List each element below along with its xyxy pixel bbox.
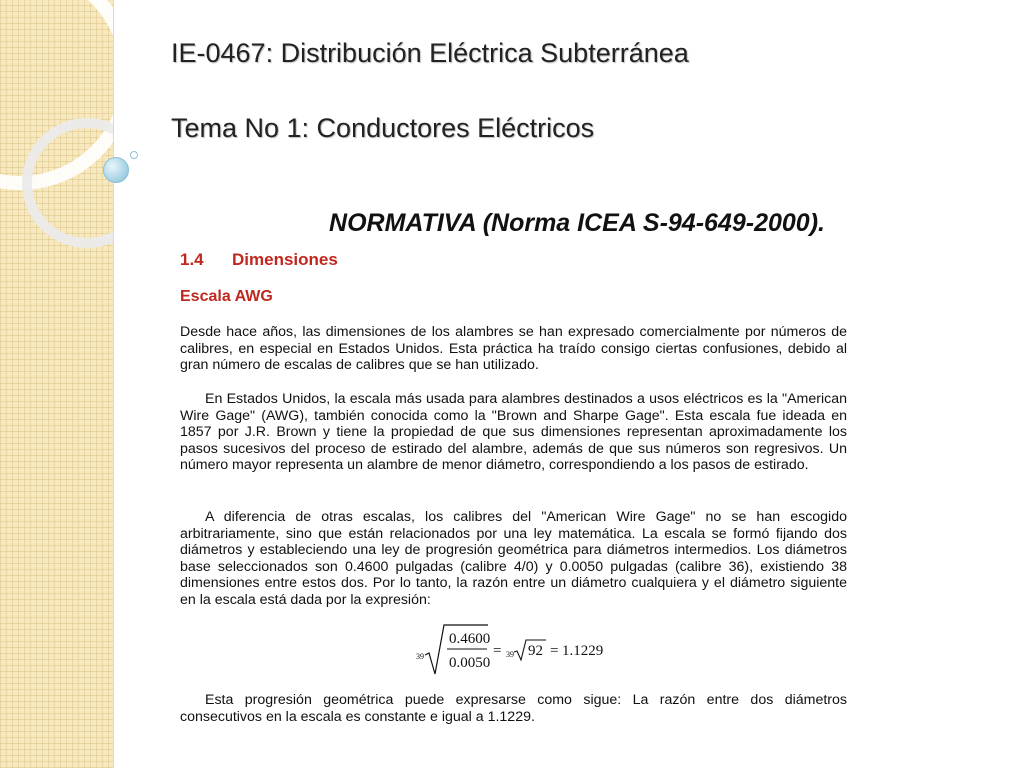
formula-denominator: 0.0050 (449, 655, 491, 671)
formula-radicand: 92 (528, 643, 543, 659)
formula-root-index-2: 39 (506, 650, 514, 659)
decorative-small-bubble (130, 151, 138, 159)
paragraph-awg-law: A diferencia de otras escalas, los calibres del "American Wire Gage" no se han escogido arbitrariamente, sino que están relacionados por una ley matemática. La escala se formó fijando dos diámetros y estableciendo una ley de progresión geométrica para diámetros intermedios. Los diámetros base seleccionados son 0.4600 pulgadas (calibre 4/0) y 0.0050 pulgadas (calibre 36), existiendo 38 dimensiones entre estos dos. Por lo tanto, la razón entre un diámetro cualquiera y el diámetro siguiente en la escala está dada por la expresión: (180, 509, 847, 608)
strip-divider (113, 0, 114, 768)
paragraph-intro: Desde hace años, las dimensiones de los alambres se han expresado comercialmente por números de calibres, en especial en Estados Unidos. Esta práctica ha traído consigo ciertas confusiones, debido al gran número de escalas de calibres que se han utilizado. (180, 324, 847, 374)
subsection-title: Escala AWG (180, 288, 273, 305)
decorative-bubble (103, 157, 129, 183)
formula-numerator: 0.4600 (449, 631, 491, 647)
slide-title-course: IE-0467: Distribución Eléctrica Subterránea (171, 38, 689, 68)
paragraph-ratio-conclusion: Esta progresión geométrica puede expresarse como sigue: La razón entre dos diámetros consecutivos en la escala es constante e igual a 1.1229. (180, 692, 847, 725)
paragraph-awg-origin: En Estados Unidos, la escala más usada para alambres destinados a usos eléctricos es la "American Wire Gage" (AWG), también conocida como la "Brown and Sharpe Gage". Esta escala fue ideada en 1857 por J.R. Brown y tiene la propiedad de que sus dimensiones representan aproximadamente los pasos sucesivos del proceso de estirado del alambre, además de que sus números son regresivos. Un número mayor representa un alambre de menor diámetro, correspondiendo a los pasos de estirado. (180, 391, 847, 474)
section-number: 1.4 (180, 250, 204, 269)
awg-ratio-formula (414, 622, 644, 682)
formula-equals-2: = (550, 643, 559, 659)
section-title: Dimensiones (232, 250, 338, 269)
formula-result: 1.1229 (562, 643, 604, 659)
normativa-heading: NORMATIVA (Norma ICEA S-94-649-2000). (329, 209, 825, 237)
decorative-side-strip (0, 0, 113, 768)
formula-root-index: 39 (416, 652, 424, 661)
slide-title-topic: Tema No 1: Conductores Eléctricos (171, 113, 595, 143)
section-heading (180, 250, 338, 270)
formula-equals: = (493, 643, 502, 659)
